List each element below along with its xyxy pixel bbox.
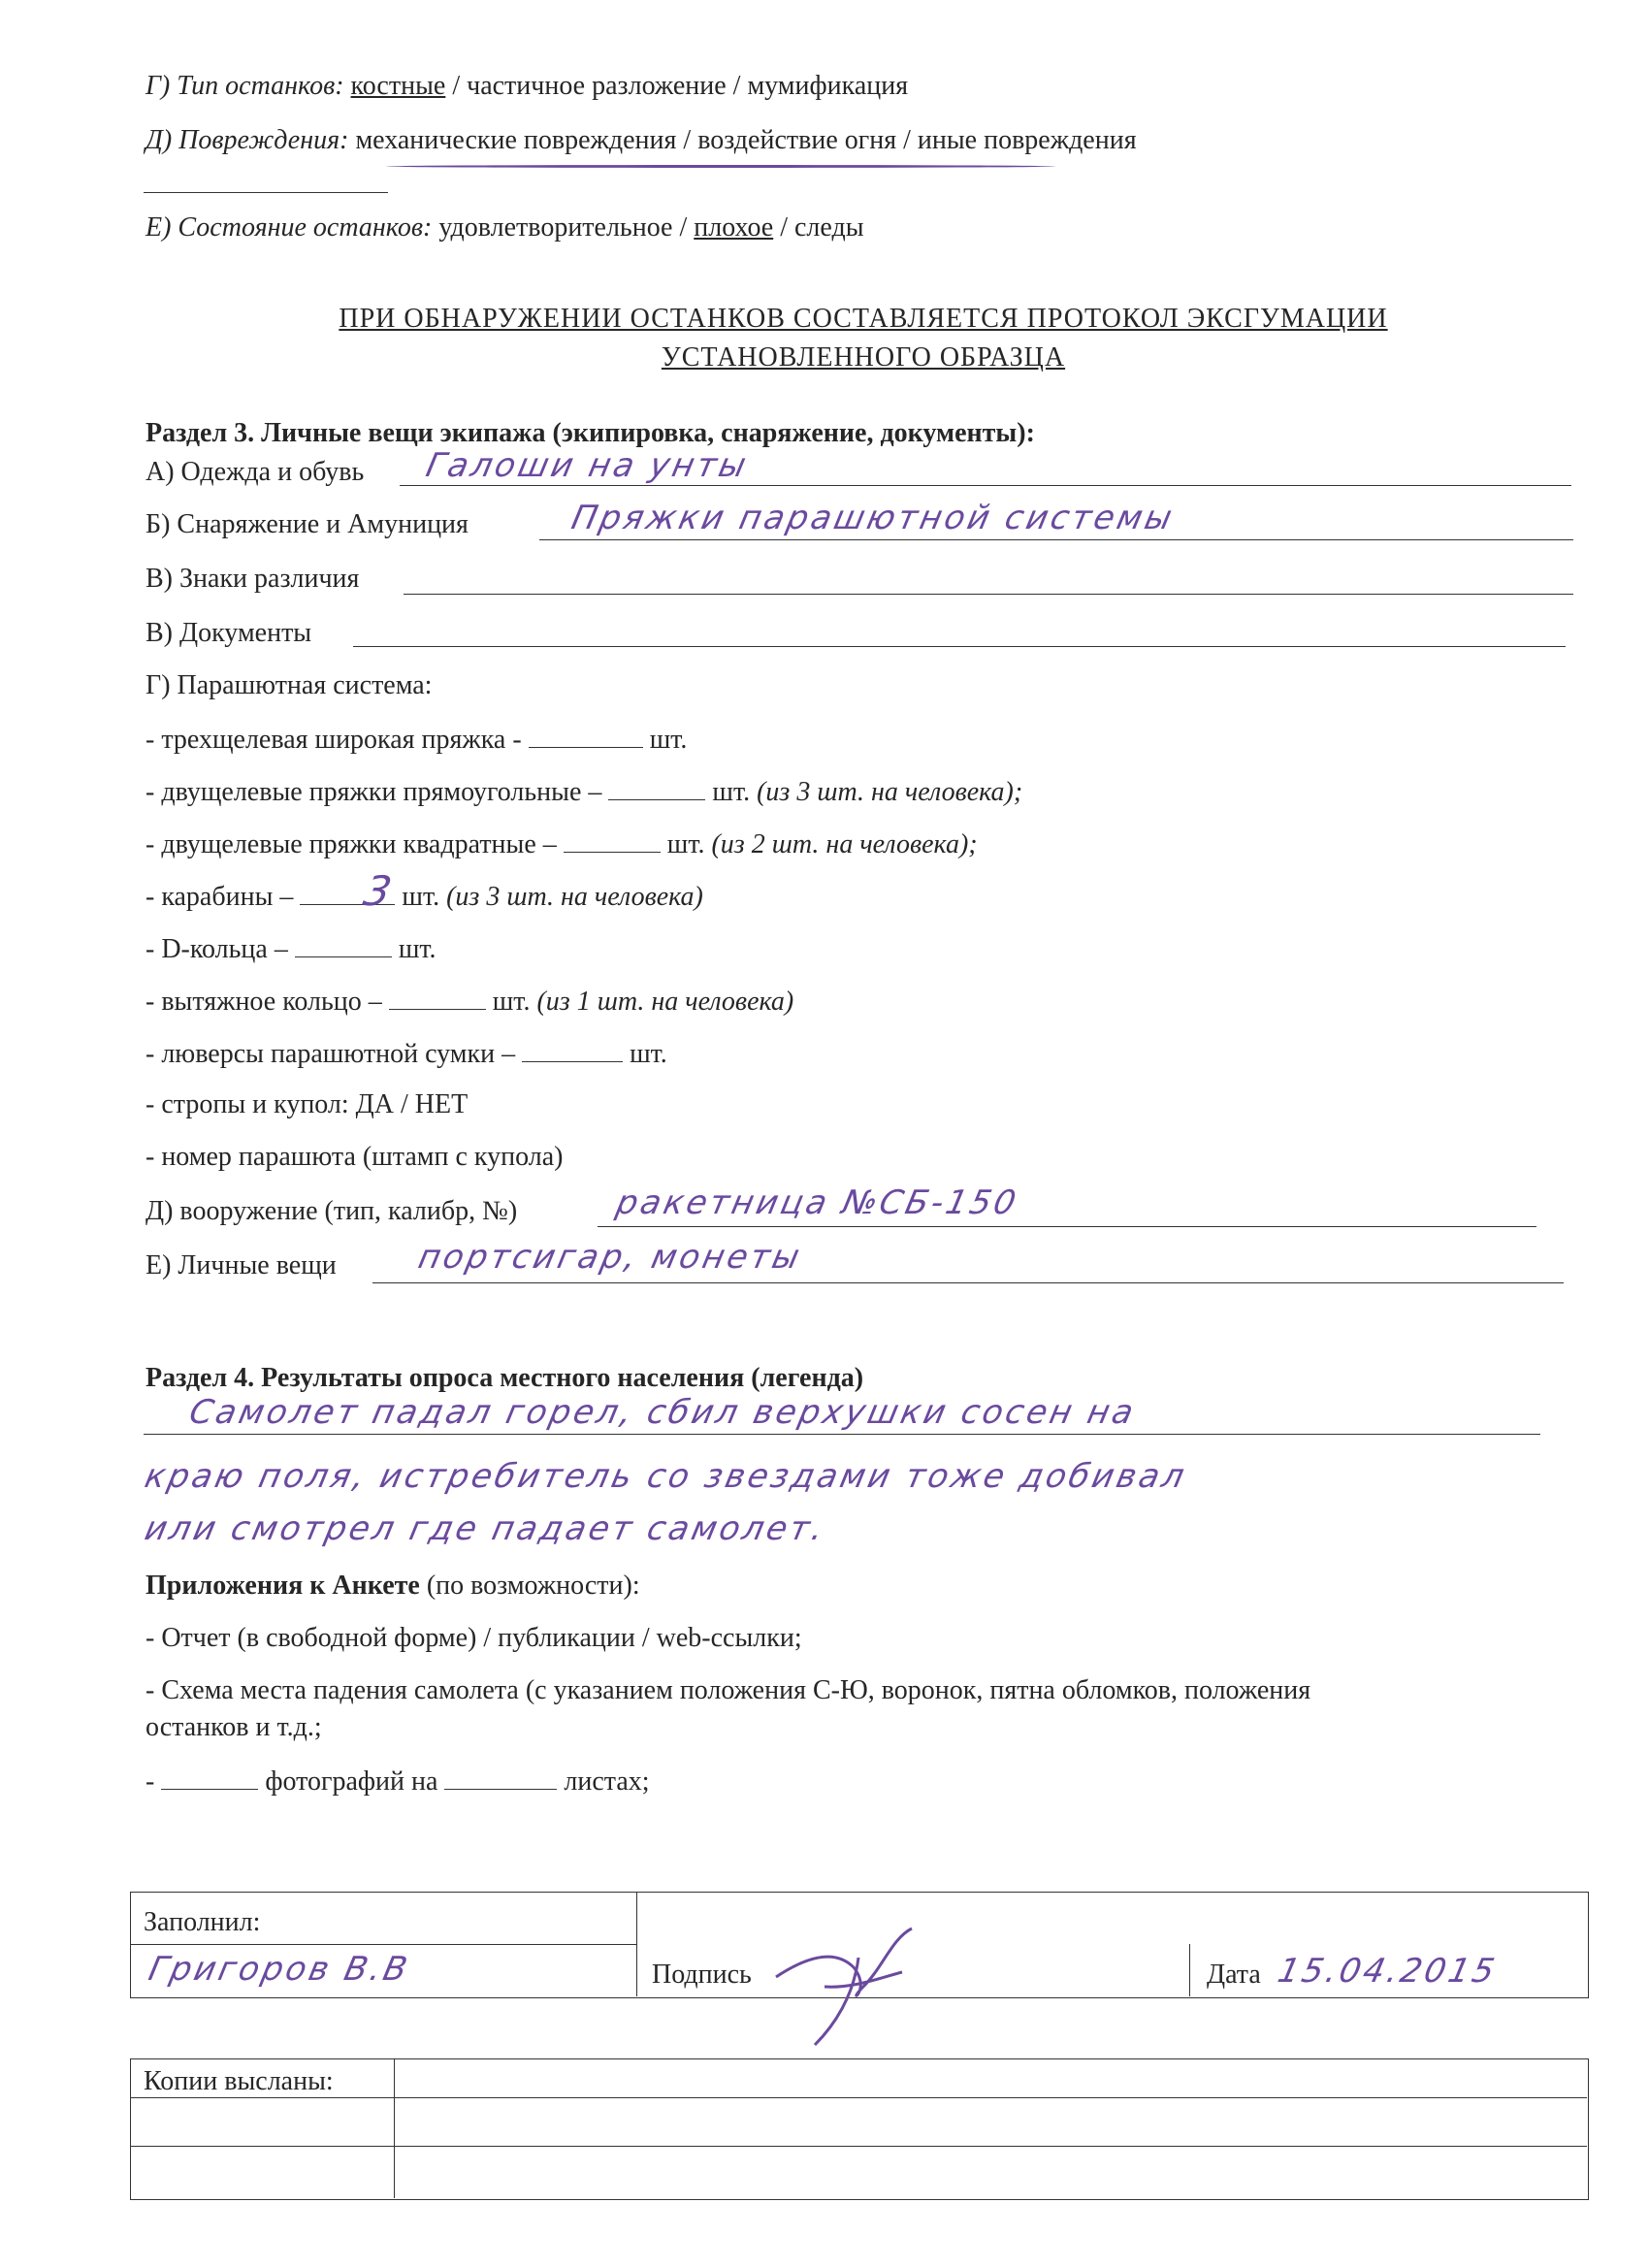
carabiners-label: - карабины – <box>146 882 294 912</box>
attachments-title-bold: Приложения к Анкете <box>146 1571 420 1601</box>
attachments-title-rest: (по возможности): <box>426 1571 640 1601</box>
copies-row-1 <box>130 2097 1587 2098</box>
grommets-line <box>146 1036 667 1071</box>
buckle-square-field[interactable] <box>564 826 661 853</box>
attachments-photos <box>146 1764 650 1798</box>
photos-end: листах; <box>564 1766 650 1797</box>
insignia-label: В) Знаки различия <box>146 564 360 594</box>
documents-label: В) Документы <box>146 618 312 648</box>
remains-damage-option-3: иные повреждения <box>917 125 1137 155</box>
filled-value: Григоров В.В <box>145 1950 414 1989</box>
d-rings-label: - D-кольца – <box>146 934 288 964</box>
signature-label: Подпись <box>652 1960 752 1990</box>
filled-label: Заполнил: <box>144 1907 261 1937</box>
remains-state-line: Е) Состояние останков: удовлетворительное / плохое / следы <box>146 212 864 243</box>
ripcord-note: (из 1 шт. на человека) <box>536 987 794 1017</box>
photos-dash: - <box>146 1766 155 1797</box>
personal-value: портсигар, монеты <box>414 1238 806 1277</box>
remains-state-option-1: удовлетворительное <box>438 212 673 243</box>
copies-label: Копии высланы: <box>144 2066 334 2096</box>
remains-damage-option-1: механические повреждения <box>355 125 677 155</box>
filled-divider <box>130 1944 636 1945</box>
copies-table <box>130 2058 1589 2200</box>
buckle-wide-label: - трехщелевая широкая пряжка - <box>146 725 522 755</box>
d-rings-unit: шт. <box>398 934 436 964</box>
photos-mid: фотографий на <box>265 1766 438 1797</box>
carabiners-line <box>146 879 703 914</box>
remains-type-option-2: частичное разложение <box>467 71 727 101</box>
buckle-square-note: (из 2 шт. на человека); <box>711 829 978 859</box>
legend-line-3: или смотрел где падает самолет. <box>141 1509 830 1548</box>
grommets-field[interactable] <box>522 1036 623 1062</box>
carabiners-unit: шт. <box>402 882 440 912</box>
filled-col-divider-2 <box>1189 1944 1190 1996</box>
buckle-square-line <box>146 826 978 861</box>
signature-mark <box>766 1919 941 2055</box>
legend-rule-1 <box>144 1434 1540 1435</box>
personal-label: Е) Личные вещи <box>146 1250 337 1280</box>
buckle-square-label: - двущелевые пряжки квадратные – <box>146 829 557 859</box>
remains-type-option-1: костные <box>350 71 446 101</box>
copies-row-2 <box>130 2146 1587 2147</box>
remains-damage-label: Д) Повреждения: <box>146 125 349 155</box>
grommets-unit: шт. <box>630 1039 667 1069</box>
attachments-scheme-2: останков и т.д.; <box>146 1712 322 1742</box>
buckle-wide-field[interactable] <box>529 722 643 748</box>
buckle-wide-unit: шт. <box>649 725 688 755</box>
documents-field[interactable] <box>353 646 1566 647</box>
remains-type-label: Г) Тип останков: <box>146 71 344 101</box>
buckle-wide-line <box>146 722 687 757</box>
filled-col-divider-1 <box>636 1892 637 1996</box>
d-rings-field[interactable] <box>295 931 392 957</box>
attachments-title <box>146 1570 640 1603</box>
equipment-field[interactable] <box>539 539 1573 540</box>
remains-state-option-2: плохое <box>694 212 774 243</box>
clothing-value: Галоши на унты <box>422 446 753 485</box>
buckle-rect-label: - двущелевые пряжки прямоугольные – <box>146 777 602 807</box>
chute-number: - номер парашюта (штамп с купола) <box>146 1142 564 1172</box>
d-rings-line <box>146 931 436 966</box>
buckle-rect-note: (из 3 шт. на человека); <box>757 777 1023 807</box>
date-value: 15.04.2015 <box>1274 1952 1501 1991</box>
section3-title: Раздел 3. Личные вещи экипажа (экипировка, снаряжение, документы): <box>146 418 1035 448</box>
clothing-label: А) Одежда и обувь <box>146 457 365 487</box>
remains-type-line: Г) Тип останков: костные / частичное разложение / мумификация <box>146 71 909 101</box>
buckle-rect-unit: шт. <box>712 777 751 807</box>
buckle-square-unit: шт. <box>666 829 705 859</box>
remains-state-label: Е) Состояние останков: <box>146 212 433 243</box>
equipment-value: Пряжки парашютной системы <box>567 499 1179 537</box>
weapons-field[interactable] <box>598 1226 1536 1227</box>
legend-line-2: краю поля, истребитель со звездами тоже добивал <box>141 1457 1191 1496</box>
notice-line-2: УСТАНОВЛЕННОГО ОБРАЗЦА <box>661 342 1066 373</box>
buckle-rect-field[interactable] <box>608 774 705 800</box>
parachute-label: Г) Парашютная система: <box>146 670 433 700</box>
carabiners-note: (из 3 шт. на человека) <box>446 882 703 912</box>
notice-line-1: ПРИ ОБНАРУЖЕНИИ ОСТАНКОВ СОСТАВЛЯЕТСЯ ПРОТОКОЛ ЭКСГУМАЦИИ <box>339 304 1388 334</box>
remains-state-option-3: следы <box>794 212 864 243</box>
ripcord-unit: шт. <box>492 987 531 1017</box>
carabiners-value: 3 <box>359 867 399 915</box>
sheets-count-field[interactable] <box>444 1764 557 1790</box>
ripcord-field[interactable] <box>389 984 486 1010</box>
ripcord-label: - вытяжное кольцо – <box>146 987 382 1017</box>
date-label: Дата <box>1207 1960 1261 1990</box>
weapons-value: ракетница №СБ-150 <box>612 1183 1022 1222</box>
weapons-label: Д) вооружение (тип, калибр, №) <box>146 1196 518 1226</box>
copies-col-divider <box>394 2058 395 2198</box>
ripcord-line <box>146 984 793 1019</box>
remains-damage-option-2: воздействие огня <box>697 125 897 155</box>
remains-type-option-3: мумификация <box>747 71 909 101</box>
lines-canopy: - стропы и купол: ДА / НЕТ <box>146 1089 469 1119</box>
damage-extra-blank <box>144 192 388 193</box>
insignia-field[interactable] <box>404 594 1573 595</box>
remains-damage-line: Д) Повреждения: механические повреждения / воздействие огня / иные повреждения <box>146 125 1137 155</box>
section4-title: Раздел 4. Результаты опроса местного населения (легенда) <box>146 1363 864 1393</box>
equipment-label: Б) Снаряжение и Амуниция <box>146 509 469 539</box>
damage-underline-mark <box>386 165 1055 168</box>
attachments-scheme-1: - Схема места падения самолета (с указанием положения С-Ю, воронок, пятна обломков, положения <box>146 1675 1311 1705</box>
personal-field[interactable] <box>372 1282 1564 1283</box>
buckle-rect-line <box>146 774 1022 809</box>
clothing-field[interactable] <box>400 485 1571 486</box>
legend-line-1: Самолет падал горел, сбил верхушки сосен на <box>185 1393 1140 1432</box>
attachments-report: - Отчет (в свободной форме) / публикации / web-ссылки; <box>146 1623 802 1653</box>
photos-count-field[interactable] <box>161 1764 258 1790</box>
grommets-label: - люверсы парашютной сумки – <box>146 1039 516 1069</box>
